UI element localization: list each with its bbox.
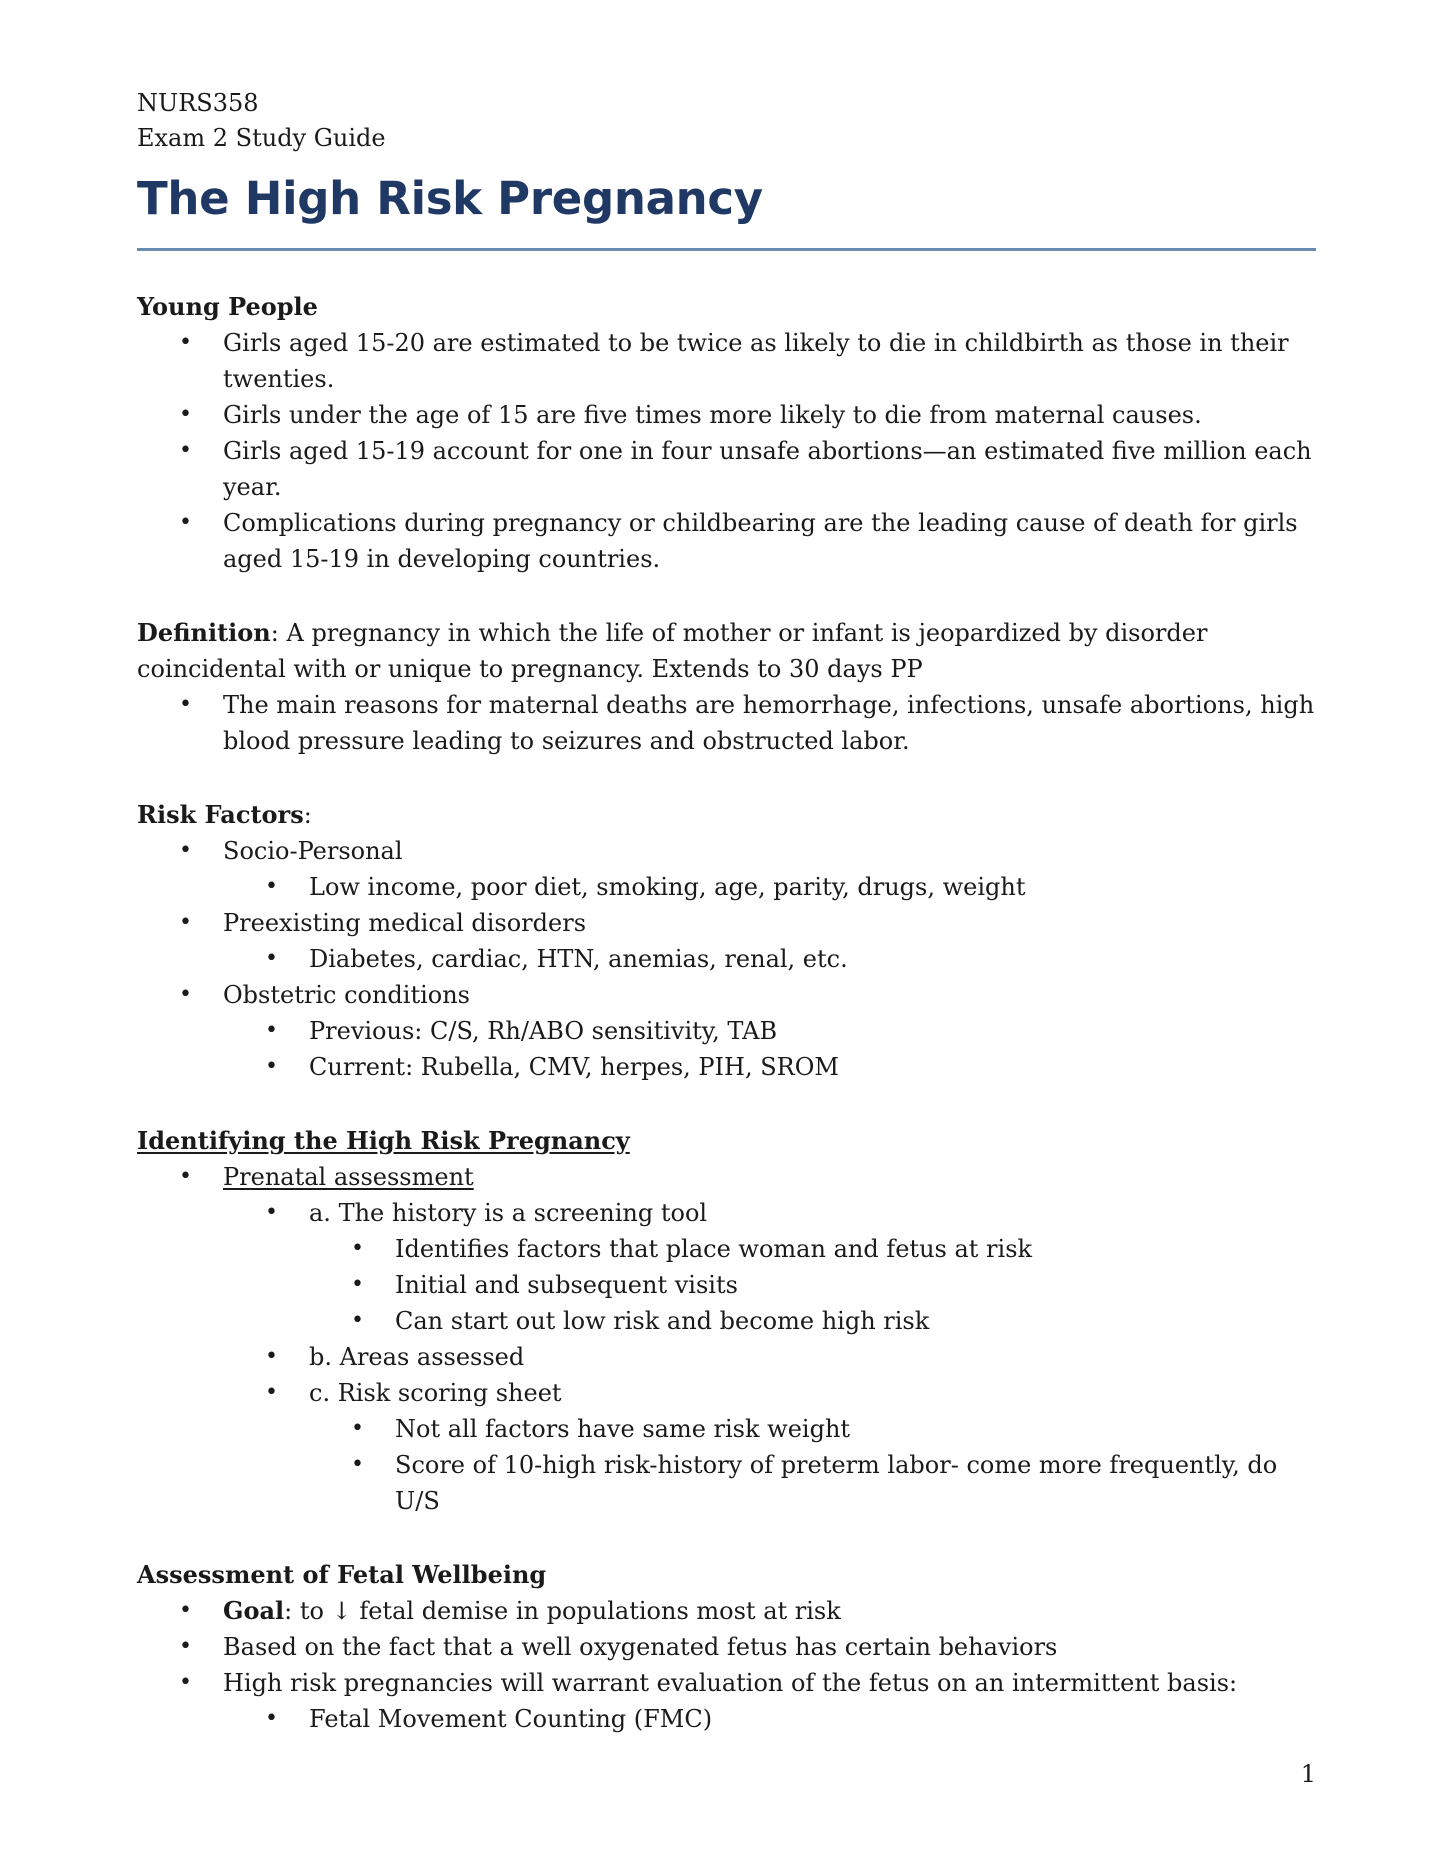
sub-list: [223, 1701, 1316, 1737]
list-item-text: Preexisting medical disorders: [223, 909, 587, 937]
list-item: [137, 833, 1316, 905]
section-identifying: [137, 1123, 1316, 1519]
sub-list-item: • Current: Rubella, CMV, herpes, PIH, SROM: [223, 1049, 1316, 1085]
list-item: • Girls aged 15-19 account for one in four unsafe abortions—an estimated five million each year.: [137, 433, 1316, 505]
section-heading-line: [137, 797, 1316, 833]
sub-list-item: • Low income, poor diet, smoking, age, parity, drugs, weight: [223, 869, 1316, 905]
sub-list-item: • b. Areas assessed: [223, 1339, 1316, 1375]
list-item-text: Socio-Personal: [223, 837, 403, 865]
definition-text: : A pregnancy in which the life of mother or infant is jeopardized by disorder coincidental with or unique to pregnancy. Extends to 30 days PP: [137, 619, 1208, 683]
sub-sub-list-item: • Not all factors have same risk weight: [309, 1411, 1316, 1447]
list-item: [137, 1593, 1316, 1629]
sub-sub-list-item: • Initial and subsequent visits: [309, 1267, 1316, 1303]
sub-sub-list-item: • Can start out low risk and become high risk: [309, 1303, 1316, 1339]
sub-list-item: • Previous: C/S, Rh/ABO sensitivity, TAB: [223, 1013, 1316, 1049]
sub-sub-list-item: • Score of 10-high risk-history of preterm labor- come more frequently, do U/S: [309, 1447, 1316, 1519]
section-risk-factors: [137, 797, 1316, 1085]
sub-sub-list: [309, 1411, 1316, 1519]
sub-list-item: [223, 1195, 1316, 1339]
heading-suffix: :: [303, 801, 312, 829]
list-item: [137, 977, 1316, 1085]
list-item: [137, 1159, 1316, 1519]
list-item: [137, 905, 1316, 977]
list-item: • Girls under the age of 15 are five times more likely to die from maternal causes.: [137, 397, 1316, 433]
section-definition: [137, 615, 1316, 759]
list-item: • Girls aged 15-20 are estimated to be twice as likely to die in childbirth as those in their twenties.: [137, 325, 1316, 397]
sub-list-item-text: a. The history is a screening tool: [309, 1199, 708, 1227]
sub-list: [223, 869, 1316, 905]
list-item-text: High risk pregnancies will warrant evaluation of the fetus on an intermittent basis:: [223, 1669, 1238, 1697]
bullet-list: [137, 1593, 1316, 1737]
sub-list: [223, 1013, 1316, 1085]
bullet-list: [137, 1159, 1316, 1519]
section-fetal-wellbeing: [137, 1557, 1316, 1737]
list-item: [137, 1665, 1316, 1737]
sub-list-item: • Diabetes, cardiac, HTN, anemias, renal, etc.: [223, 941, 1316, 977]
list-item: • The main reasons for maternal deaths are hemorrhage, infections, unsafe abortions, high blood pressure leading to seizures and obstructed labor.: [137, 687, 1316, 759]
document-subtitle: Exam 2 Study Guide: [137, 124, 386, 152]
sub-list-item: [223, 1375, 1316, 1519]
list-item: • Complications during pregnancy or childbearing are the leading cause of death for girls aged 15-19 in developing countries.: [137, 505, 1316, 577]
bullet-list: [137, 687, 1316, 759]
goal-text: : to ↓ fetal demise in populations most at risk: [284, 1597, 841, 1625]
sub-list: [223, 1195, 1316, 1519]
sub-list-item: • Fetal Movement Counting (FMC): [223, 1701, 1316, 1737]
section-heading: Assessment of Fetal Wellbeing: [137, 1560, 547, 1589]
section-heading: Young People: [137, 292, 318, 321]
section-heading: Identifying the High Risk Pregnancy: [137, 1126, 630, 1155]
bullet-list: [137, 833, 1316, 1085]
page-title: The High Risk Pregnancy: [137, 172, 763, 225]
sub-list-item-text: c. Risk scoring sheet: [309, 1379, 562, 1407]
page-number: 1: [1300, 1760, 1316, 1788]
goal-label: Goal: [223, 1596, 285, 1625]
sub-sub-list: [309, 1231, 1316, 1339]
sub-sub-list-item: • Identifies factors that place woman and fetus at risk: [309, 1231, 1316, 1267]
sub-list: [223, 941, 1316, 977]
list-item-text: Prenatal assessment: [223, 1163, 474, 1191]
course-code: NURS358: [137, 89, 259, 117]
section-young-people: [137, 289, 1316, 577]
definition-label: Definition: [137, 618, 271, 647]
bullet-list: [137, 325, 1316, 577]
definition-paragraph: [137, 615, 1316, 687]
section-heading: Risk Factors: [137, 800, 304, 829]
list-item-text: Obstetric conditions: [223, 981, 470, 1009]
title-divider: [137, 248, 1316, 251]
list-item: • Based on the fact that a well oxygenated fetus has certain behaviors: [137, 1629, 1316, 1665]
